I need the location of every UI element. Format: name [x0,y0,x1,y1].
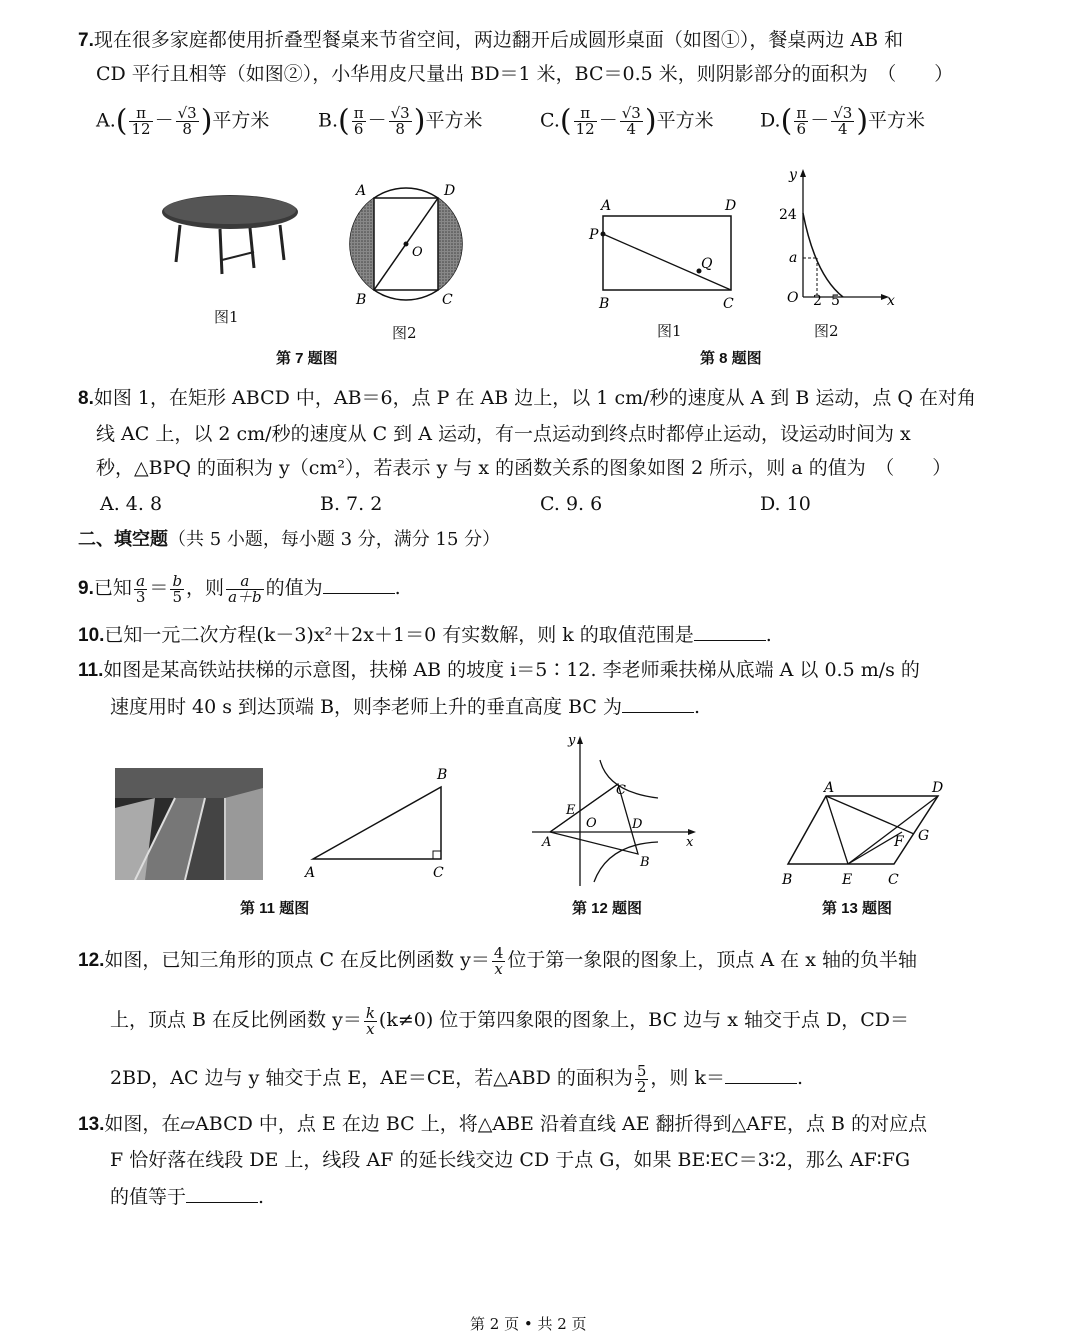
q7-label-c: C [442,292,453,308]
q12-line2: 上，顶点 B 在反比例函数 y＝ $\frac{k}{x}$ (k≠0) 位于第四象限的图象上，BC 边与 x 轴交于点 D，CD＝ [110,1003,910,1038]
q7-label-b: B [356,292,367,308]
q8-figure-caption: 第 8 题图 [700,350,762,367]
q10-line: 10.已知一元二次方程(k－3)x²＋2x＋1＝0 有实数解，则 k 的取值范围是 . [78,624,772,646]
q12-figure-caption: 第 12 题图 [572,900,643,917]
q7-figure-caption: 第 7 题图 [276,350,338,367]
q8-option-b: B. 7. 2 [320,493,383,515]
q7-fig2-caption: 图2 [392,324,417,342]
q11-line1: 11.如图是某高铁站扶梯的示意图，扶梯 AB 的坡度 i＝5∶12. 李老师乘扶梯从底端 A 以 0.5 m/s 的 [78,659,920,681]
svg-text:E: E [842,872,853,888]
svg-text:E: E [566,803,576,818]
svg-text:A: A [601,198,612,214]
q7-fig2-circle-diagram [340,180,470,310]
q7-option-c: C.( $\frac{\pi}{12}$ － $\frac{√3}{4}$ )平方米 [540,103,714,139]
svg-text:C: C [888,872,899,888]
svg-text:D: D [725,198,737,214]
q7-option-a: A.( $\frac{\pi}{12}$ － $\frac{√3}{8}$ )平方米 [96,103,270,139]
svg-text:A: A [305,865,316,881]
q7-fig1-caption: 图1 [214,308,239,326]
q11-answer-blank[interactable] [622,694,694,713]
q13-figure-caption: 第 13 题图 [822,900,893,917]
section-2-heading: 二、填空题（共 5 小题，每小题 3 分，满分 15 分） [78,529,501,550]
svg-text:C: C [433,865,444,881]
svg-text:24: 24 [779,207,797,223]
svg-text:y: y [568,733,576,748]
q8-fig1-rectangle-diagram [585,192,745,314]
q11-escalator-photo [115,768,263,880]
q11-line2: 速度用时 40 s 到达顶端 B，则李老师上升的垂直高度 BC 为 . [110,696,701,718]
svg-text:G: G [918,828,930,844]
q7-option-b: B.( $\frac{\pi}{6}$ － $\frac{√3}{8}$ )平方米 [318,103,483,139]
q12-answer-blank[interactable] [725,1065,797,1084]
q13-line3: 的值等于 . [110,1186,265,1208]
q12-graph-diagram [528,732,708,892]
q8-line3: 秒，△BPQ 的面积为 y（cm²），若表示 y 与 x 的函数关系的图象如图 2 所示，则 a 的值为 （ ） [96,457,952,479]
svg-text:x: x [686,835,694,850]
q13-line1: 13.如图，在▱ABCD 中，点 E 在边 BC 上，将△ABE 沿着直线 AE 翻折得到△AFE，点 B 的对应点 [78,1113,928,1135]
svg-text:B: B [599,296,610,312]
q12-line1: 12.如图，已知三角形的顶点 C 在反比例函数 y＝ $\frac{4}{x}$ 位于第一象限的图象上，顶点 A 在 x 轴的负半轴 [78,943,917,978]
svg-text:B: B [640,855,650,870]
q11-figure-caption: 第 11 题图 [240,900,310,917]
q7-line1: 7.现在很多家庭都使用折叠型餐桌来节省空间，两边翻开后成圆形桌面（如图①），餐桌两边 AB 和 [78,29,904,51]
svg-text:2: 2 [813,293,822,309]
q7-label-d: D [444,183,456,199]
q13-line2: F 恰好落在线段 DE 上，线段 AF 的延长线交边 CD 于点 G，如果 BE∶EC＝3∶2，那么 AF∶FG [110,1149,911,1171]
q13-parallelogram-diagram [770,780,960,890]
q8-option-c: C. 9. 6 [540,493,603,515]
svg-text:O: O [787,290,799,306]
q8-line1: 8.如图 1，在矩形 ABCD 中，AB＝6，点 P 在 AB 边上，以 1 cm/秒的速度从 A 到 B 运动，点 Q 在对角 [78,387,976,409]
q8-line2: 线 AC 上，以 2 cm/秒的速度从 C 到 A 运动，有一点运动到终点时都停止运动，设运动时间为 x [96,423,911,445]
svg-text:Q: Q [701,256,713,272]
svg-text:O: O [586,816,597,831]
q13-answer-blank[interactable] [186,1184,258,1203]
svg-text:F: F [894,834,904,850]
q8-option-d: D. 10 [760,493,811,515]
svg-text:B: B [437,767,448,783]
q11-triangle-diagram [295,765,465,885]
q9-answer-blank[interactable] [323,575,395,594]
q8-option-a: A. 4. 8 [100,493,163,515]
q10-answer-blank[interactable] [694,622,766,641]
svg-text:D: D [932,780,944,796]
svg-text:y: y [789,167,797,183]
q7-fig1-table-photo [160,190,300,280]
q12-line3: 2BD，AC 边与 y 轴交于点 E，AE＝CE，若△ABD 的面积为 $\frac{5}{2}$ ，则 k＝ . [110,1061,804,1096]
svg-text:D: D [632,817,643,832]
svg-text:B: B [782,872,793,888]
svg-text:C: C [723,296,734,312]
svg-text:A: A [542,835,552,850]
svg-text:a: a [789,250,798,266]
q7-label-o: O [412,245,423,260]
q8-fig2-graph [775,165,895,310]
svg-text:C: C [616,783,626,798]
q7-option-d: D.( $\frac{\pi}{6}$ － $\frac{√3}{4}$ )平方米 [760,103,926,139]
q7-line2: CD 平行且相等（如图②），小华用皮尺量出 BD＝1 米，BC＝0.5 米，则阴影部分的面积为 （ ） [96,63,954,85]
q7-label-a: A [356,183,367,199]
svg-text:x: x [887,293,895,309]
q9-line: 9.已知 $\frac{a}{3}$ ＝ $\frac{b}{5}$ ，则 $\frac{a}{a+b}$ 的值为 . [78,571,401,606]
svg-text:P: P [589,227,599,243]
page-footer: 第 2 页 • 共 2 页 [470,1315,587,1333]
svg-text:5: 5 [831,293,840,309]
svg-text:A: A [824,780,835,796]
q8-fig2-caption: 图2 [814,322,839,340]
q8-fig1-caption: 图1 [657,322,682,340]
